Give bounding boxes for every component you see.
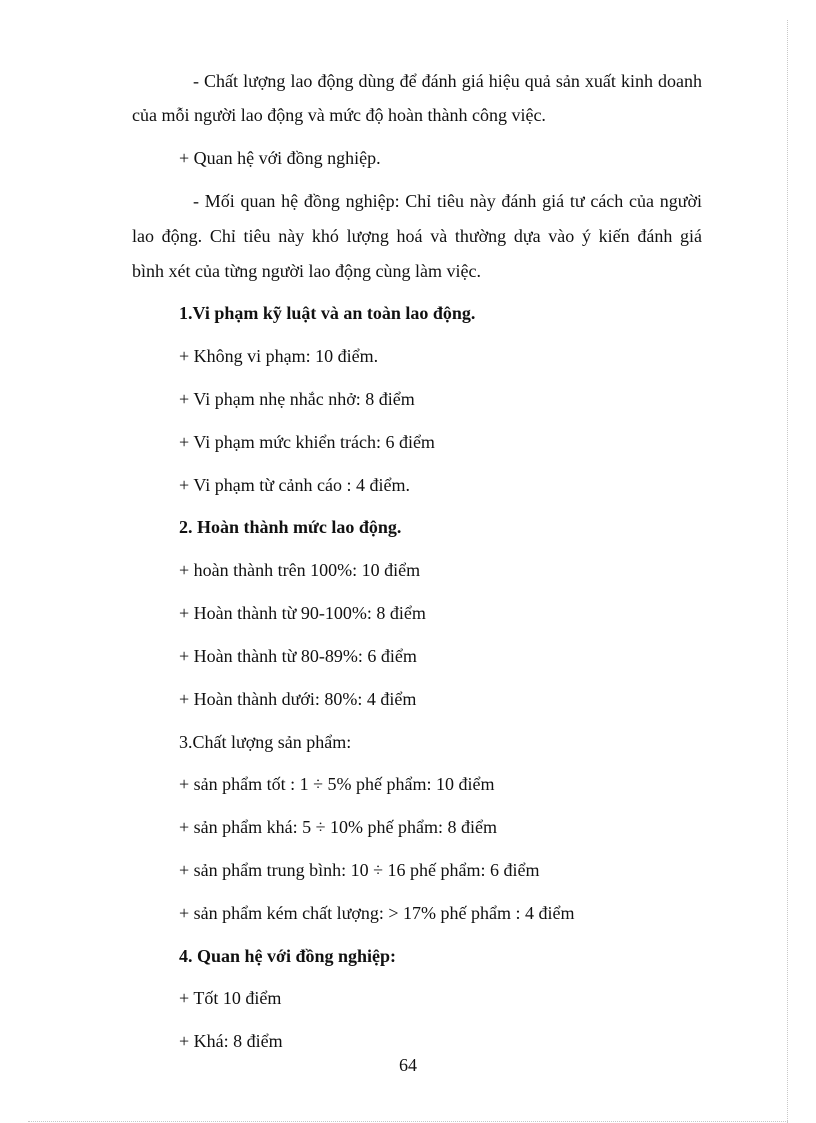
list-item: + Vi phạm nhẹ nhắc nhở: 8 điểm xyxy=(179,389,415,409)
paragraph-line: lao động. Chỉ tiêu này khó lượng hoá và thường dựa vào ý kiến đánh giá xyxy=(132,226,702,246)
paragraph-line: + Quan hệ với đồng nghiệp. xyxy=(179,148,381,168)
list-item: + Hoàn thành từ 80-89%: 6 điểm xyxy=(179,646,417,666)
section-heading: 4. Quan hệ với đồng nghiệp: xyxy=(179,946,397,966)
section-heading: 3.Chất lượng sản phẩm: xyxy=(179,732,352,752)
page-bottom-border xyxy=(28,1121,788,1122)
list-item: + sản phẩm trung bình: 10 ÷ 16 phế phẩm: 6 điểm xyxy=(179,860,540,880)
section-heading: 2. Hoàn thành mức lao động. xyxy=(179,517,402,537)
list-item: + sản phẩm tốt : 1 ÷ 5% phế phẩm: 10 điểm xyxy=(179,774,495,794)
list-item: + Tốt 10 điểm xyxy=(179,988,282,1008)
page-number: 64 xyxy=(399,1055,417,1075)
paragraph-line: bình xét của từng người lao động cùng làm việc. xyxy=(132,261,481,281)
list-item: + hoàn thành trên 100%: 10 điểm xyxy=(179,560,421,580)
list-item: + Hoàn thành dưới: 80%: 4 điểm xyxy=(179,689,417,709)
paragraph-line: - Mối quan hệ đồng nghiệp: Chỉ tiêu này đánh giá tư cách của người xyxy=(193,191,702,211)
list-item: + Khá: 8 điểm xyxy=(179,1031,283,1051)
list-item: + sản phẩm khá: 5 ÷ 10% phế phẩm: 8 điểm xyxy=(179,817,497,837)
paragraph-line: - Chất lượng lao động dùng để đánh giá hiệu quả sản xuất kinh doanh xyxy=(193,71,702,91)
paragraph-line: của mỗi người lao động và mức độ hoàn thành công việc. xyxy=(132,105,546,125)
list-item: + sản phẩm kém chất lượng: > 17% phế phẩm : 4 điểm xyxy=(179,903,575,923)
list-item: + Vi phạm từ cảnh cáo : 4 điểm. xyxy=(179,475,410,495)
list-item: + Không vi phạm: 10 điểm. xyxy=(179,346,379,366)
list-item: + Vi phạm mức khiển trách: 6 điểm xyxy=(179,432,435,452)
section-heading: 1.Vi phạm kỹ luật và an toàn lao động. xyxy=(179,303,476,323)
list-item: + Hoàn thành từ 90-100%: 8 điểm xyxy=(179,603,426,623)
